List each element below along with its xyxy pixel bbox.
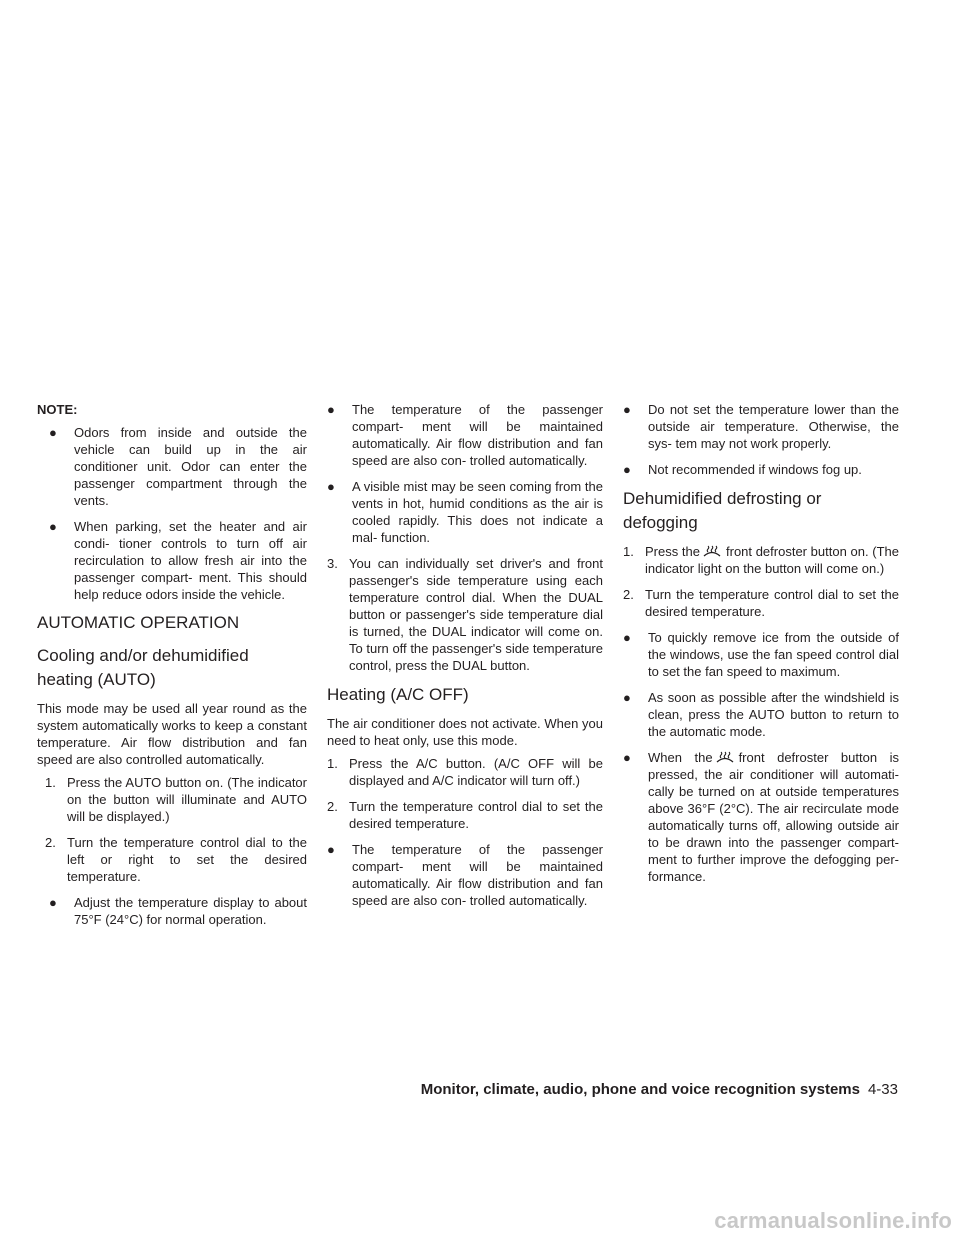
watermark: carmanualsonline.info (714, 1208, 952, 1233)
note-bullet-odors (49, 424, 307, 509)
column-1 (37, 401, 307, 937)
heating-intro-paragraph: The air conditioner does not activate. When you need to heat only, use this mode. (327, 716, 603, 748)
footer-section-title: Monitor, climate, audio, phone and voice recognition systems (420, 1081, 860, 1098)
bullet-marker: ● (623, 750, 631, 765)
defrost-bullet-auto (623, 689, 899, 740)
auto-step-3 (327, 555, 603, 674)
defrost-bullet-ice (623, 629, 899, 680)
step-number: 2. (45, 835, 56, 850)
front-defroster-icon (715, 751, 735, 765)
step-text: Press the AUTO button on. (The indicator on the button will illuminate and AUTO will be displayed.) (67, 775, 307, 824)
bullet-text: As soon as possible after the windshield is clean, press the AUTO button to return to the automatic mode. (648, 690, 899, 739)
bullet-text: Not recommended if windows fog up. (648, 462, 862, 477)
heating-bullet-maintained (327, 841, 603, 909)
auto-bullet-mist (327, 478, 603, 546)
page-number: 4-33 (867, 1081, 898, 1098)
step-number: 2. (327, 799, 338, 814)
heading-automatic-operation: AUTOMATIC OPERATION (37, 613, 240, 632)
heating-step-1 (327, 755, 603, 789)
step-number: 2. (623, 587, 634, 602)
bullet-marker: ● (623, 690, 631, 705)
note-title: NOTE: (37, 402, 78, 417)
bullet-text (623, 749, 899, 885)
subheading-heating: Heating (A/C OFF) (327, 685, 469, 704)
bullet-marker: ● (327, 479, 335, 494)
front-defroster-icon (702, 545, 722, 559)
step-text-after-icon: front defroster button on. (The indicator light on the button will come on.) (645, 544, 899, 576)
column-3 (623, 401, 899, 894)
bullet-text: Do not set the temperature lower than the outside air temperature. Otherwise, the sys- tem may not work properly. (648, 402, 899, 451)
step-number: 1. (623, 544, 634, 559)
step-text: Turn the temperature control dial to the left or right to set the desired temperature. (67, 835, 307, 884)
bullet-marker: ● (623, 462, 631, 477)
subheading-cooling-auto: Cooling and/or dehumidified heating (AUTO) (37, 646, 249, 689)
bullet-text-before-icon: When the (648, 750, 713, 765)
bullet-marker: ● (49, 895, 57, 910)
step-number: 1. (327, 756, 338, 771)
note-bullet-parking (49, 518, 307, 603)
bullet-marker: ● (327, 842, 335, 857)
bullet-text: Adjust the temperature display to about 75°F (24°C) for normal operation. (74, 895, 307, 927)
bullet-text: To quickly remove ice from the outside of the windows, use the fan speed control dial to set the fan speed to maximum. (648, 630, 899, 679)
step-text: You can individually set driver's and front passenger's side temperature using each temperature control dial. When the DUAL button or passenger's side temperature dial is turned, the DUAL indicator will come on. To turn off the passenger's side temperature control, press the DUAL button. (349, 556, 603, 673)
auto-bullet-maintained (327, 401, 603, 469)
bullet-text: Odors from inside and outside the vehicle can build up in the air conditioner unit. Odor can enter the passenger compartment through the vents. (74, 425, 307, 508)
page-footer (421, 1081, 898, 1098)
bullet-marker: ● (327, 402, 335, 417)
bullet-text-after-icon: front defroster button is pressed, the air conditioner will automati- cally be turned on at outside temperatures above 36°F (2°C). The air recirculate mode automatically turns off, allowing outside air to be drawn into the passenger compart- ment to further improve the defogging per- formance. (648, 750, 899, 884)
bullet-marker: ● (49, 519, 57, 534)
bullet-text: A visible mist may be seen coming from the vents in hot, humid conditions as the air is cooled rapidly. This does not indicate a mal- function. (352, 479, 603, 545)
heating-bullet-fog (623, 461, 899, 478)
heating-step-2 (327, 798, 603, 832)
step-text: Press the A/C button. (A/C OFF will be displayed and A/C indicator will turn off.) (349, 756, 603, 788)
bullet-marker: ● (49, 425, 57, 440)
step-text: Turn the temperature control dial to set the desired temperature. (645, 587, 899, 619)
heating-bullet-temperature (623, 401, 899, 452)
defrost-bullet-when-pressed (623, 749, 899, 885)
step-text: Turn the temperature control dial to set the desired temperature. (349, 799, 603, 831)
auto-intro-paragraph: This mode may be used all year round as the system automatically works to keep a constant temperature. Air flow distribution and fan speed are also controlled automatically. (37, 701, 307, 767)
step-text (623, 543, 899, 577)
step-number: 3. (327, 556, 338, 571)
defrost-step-1 (623, 543, 899, 577)
bullet-text: The temperature of the passenger compart- ment will be maintained automatically. Air flow distribution and fan speed are also con- trolled automatically. (352, 402, 603, 468)
auto-step-2 (45, 834, 307, 885)
defrost-step-2 (623, 586, 899, 620)
subheading-defrosting: Dehumidified defrosting or defogging (623, 489, 822, 532)
step-number: 1. (45, 775, 56, 790)
bullet-text: The temperature of the passenger compart- ment will be maintained automatically. Air flow distribution and fan speed are also con- trolled automatically. (352, 842, 603, 908)
bullet-marker: ● (623, 402, 631, 417)
auto-step-1 (45, 774, 307, 825)
column-2 (327, 401, 603, 918)
auto-bullet-adjust (49, 894, 307, 928)
step-text-before-icon: Press the (645, 544, 700, 559)
bullet-text: When parking, set the heater and air condi- tioner controls to turn off air recirculation to allow fresh air into the passenger compart- ment. This should help reduce odors inside the vehicle. (74, 519, 307, 602)
bullet-marker: ● (623, 630, 631, 645)
